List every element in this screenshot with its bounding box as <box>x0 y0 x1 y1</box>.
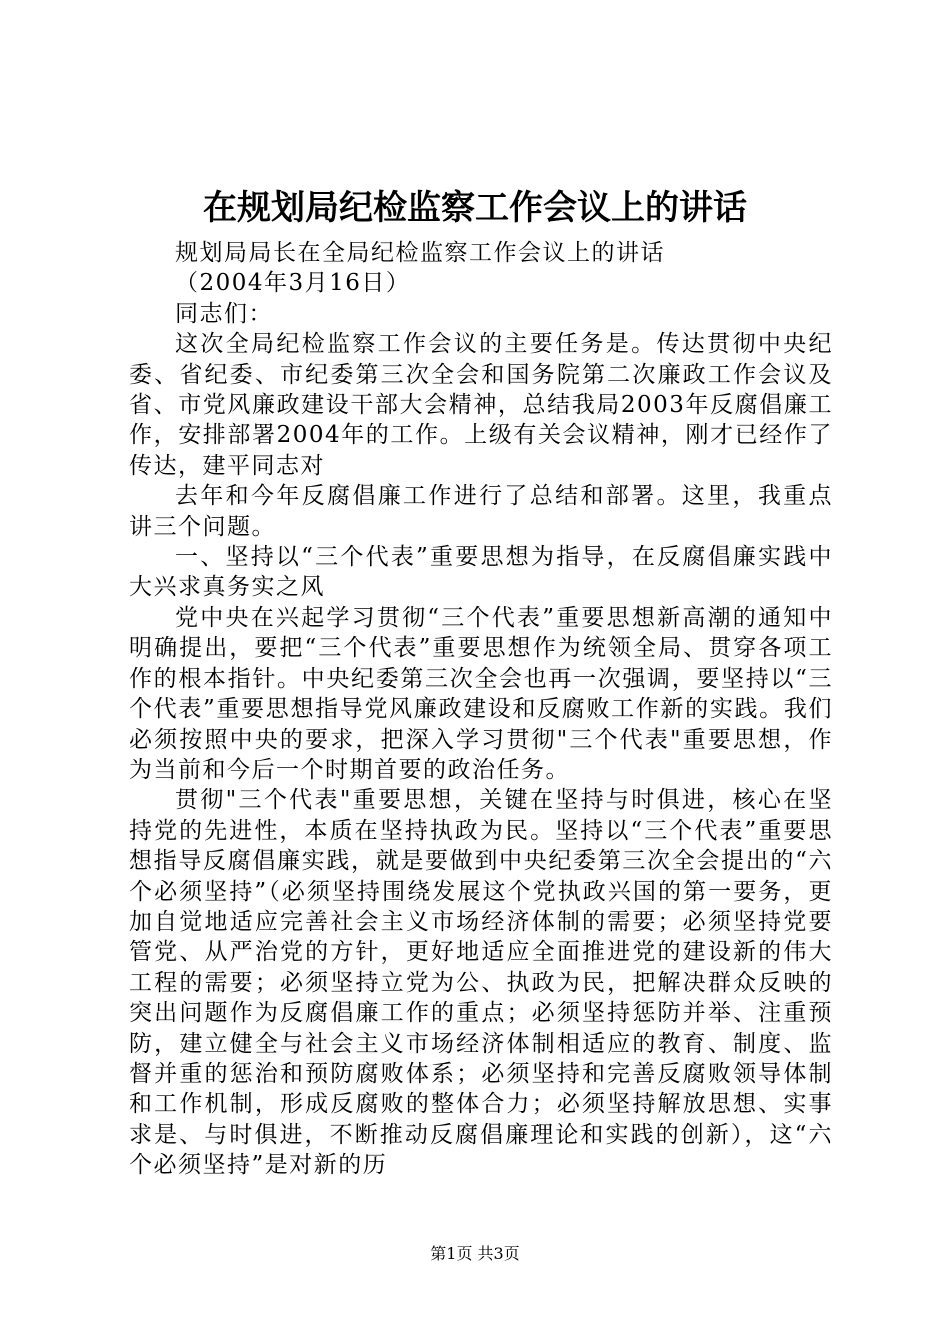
page-number: 第1页 共3页 <box>430 1244 520 1263</box>
speech-date: （2004年3月16日） <box>175 270 411 297</box>
body-paragraph: 贯彻"三个代表"重要思想，关键在坚持与时俱进，核心在坚持党的先进性，本质在坚持执政为民。坚持以“三个代表”重要思想指导反腐倡廉实践，就是要做到中央纪委第三次全会提出的“六个必须坚持”（必须坚持围绕发展这个党执政兴国的第一要务，更加自觉地适应完善社会主义市场经济体制的需要；必须坚持党要管党、从严治党的方针，更好地适应全面推进党的建设新的伟大工程的需要；必须坚持立党为公、执政为民，把解决群众反映的突出问题作为反腐倡廉工作的重点；必须坚持惩防并举、注重预防，建立健全与社会主义市场经济体制相适应的教育、制度、监督并重的惩治和预防腐败体系；必须坚持和完善反腐败领导体制和工作机制，形成反腐败的整体合力；必须坚持解放思想、实事求是、与时俱进，不断推动反腐倡廉理论和实践的创新），这“六个必须坚持”是对新的历 <box>129 787 833 1179</box>
body-paragraph: 这次全局纪检监察工作会议的主要任务是。传达贯彻中央纪委、省纪委、市纪委第三次全会和国务院第二次廉政工作会议及省、市党风廉政建设干部大会精神，总结我局2003年反腐倡廉工作，安排部署2004年的工作。上级有关会议精神，刚才已经作了传达，建平同志对 <box>129 331 833 479</box>
section-heading: 一、坚持以“三个代表”重要思想为指导，在反腐倡廉实践中大兴求真务实之风 <box>129 544 833 601</box>
body-paragraph: 去年和今年反腐倡廉工作进行了总结和部署。这里，我重点讲三个问题。 <box>129 483 833 540</box>
salutation: 同志们： <box>175 300 273 327</box>
document-body <box>129 238 833 1181</box>
body-paragraph: 党中央在兴起学习贯彻“三个代表”重要思想新高潮的通知中明确提出，要把“三个代表”重要思想作为统领全局、贯穿各项工作的根本指针。中央纪委第三次全会也再一次强调，要坚持以“三个代表”重要思想指导党风廉政建设和反腐败工作新的实践。我们必须按照中央的要求，把深入学习贯彻"三个代表"重要思想，作为当前和今后一个时期首要的政治任务。 <box>129 604 833 783</box>
speech-subtitle: 规划局局长在全局纪检监察工作会议上的讲话 <box>175 240 665 266</box>
document-title: 在规划局纪检监察工作会议上的讲话 <box>203 188 747 228</box>
